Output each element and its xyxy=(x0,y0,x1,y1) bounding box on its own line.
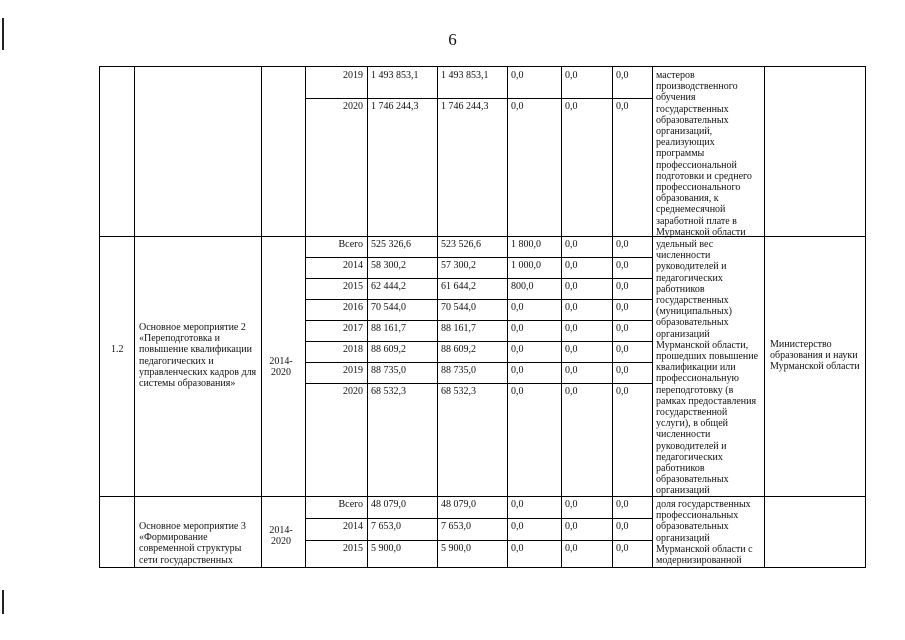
local-cell: 0,0 xyxy=(565,521,578,532)
federal-cell: 0,0 xyxy=(511,101,524,112)
row-divider xyxy=(305,362,652,363)
scan-margin-mark xyxy=(2,590,4,614)
local-cell: 0,0 xyxy=(565,365,578,376)
executor-text: Министерство образования и науки Мурманской области xyxy=(770,339,860,373)
regional-cell: 1 493 853,1 xyxy=(441,70,489,81)
row-divider xyxy=(305,98,652,99)
federal-cell: 0,0 xyxy=(511,365,524,376)
local-cell: 0,0 xyxy=(565,239,578,250)
local-cell: 0,0 xyxy=(565,323,578,334)
column-border xyxy=(261,67,262,567)
column-border xyxy=(99,67,100,567)
other-cell: 0,0 xyxy=(616,521,629,532)
regional-cell: 68 532,3 xyxy=(441,386,476,397)
total-cell: 1 493 853,1 xyxy=(371,70,419,81)
column-border xyxy=(865,67,866,567)
year-cell: 2020 xyxy=(343,101,363,112)
row-divider xyxy=(305,341,652,342)
total-cell: 70 544,0 xyxy=(371,302,406,313)
federal-cell: 0,0 xyxy=(511,499,524,510)
row-divider xyxy=(305,257,652,258)
total-cell: 5 900,0 xyxy=(371,543,401,554)
regional-cell: 5 900,0 xyxy=(441,543,471,554)
local-cell: 0,0 xyxy=(565,386,578,397)
row-divider xyxy=(305,540,652,541)
federal-cell: 0,0 xyxy=(511,323,524,334)
total-cell: 525 326,6 xyxy=(371,239,411,250)
item-number: 1.2 xyxy=(111,344,124,355)
year-cell: Всего xyxy=(338,499,363,510)
total-cell: 58 300,2 xyxy=(371,260,406,271)
row-divider xyxy=(305,278,652,279)
regional-cell: 88 735,0 xyxy=(441,365,476,376)
local-cell: 0,0 xyxy=(565,260,578,271)
total-cell: 88 735,0 xyxy=(371,365,406,376)
regional-cell: 523 526,6 xyxy=(441,239,481,250)
column-border xyxy=(134,67,135,567)
indicator-text: мастеров производственного обучения государственных образовательных организаций, реализующих программы профессиональной подготовки и среднего профессионального образования, к среднемесячной заработной плате в Мурманской области xyxy=(656,70,752,238)
local-cell: 0,0 xyxy=(565,101,578,112)
year-cell: 2017 xyxy=(343,323,363,334)
year-cell: 2014 xyxy=(343,521,363,532)
column-border xyxy=(305,67,306,567)
regional-cell: 70 544,0 xyxy=(441,302,476,313)
federal-cell: 1 800,0 xyxy=(511,239,541,250)
period-cell: 2014-2020 xyxy=(269,356,293,379)
federal-cell: 0,0 xyxy=(511,386,524,397)
column-border xyxy=(612,67,613,567)
other-cell: 0,0 xyxy=(616,302,629,313)
local-cell: 0,0 xyxy=(565,344,578,355)
federal-cell: 0,0 xyxy=(511,344,524,355)
activity-name: Основное мероприятие 3 «Формирование современной структуры сети государственных xyxy=(139,521,246,566)
year-cell: 2016 xyxy=(343,302,363,313)
column-border xyxy=(764,67,765,567)
local-cell: 0,0 xyxy=(565,499,578,510)
federal-cell: 0,0 xyxy=(511,70,524,81)
other-cell: 0,0 xyxy=(616,70,629,81)
regional-cell: 48 079,0 xyxy=(441,499,476,510)
column-border xyxy=(507,67,508,567)
program-table xyxy=(99,66,866,568)
year-cell: 2015 xyxy=(343,543,363,554)
local-cell: 0,0 xyxy=(565,70,578,81)
activity-name: Основное мероприятие 2 «Переподготовка и повышение квалификации педагогических и управленческих кадров для системы образования» xyxy=(139,322,257,390)
local-cell: 0,0 xyxy=(565,302,578,313)
total-cell: 88 161,7 xyxy=(371,323,406,334)
other-cell: 0,0 xyxy=(616,281,629,292)
row-divider xyxy=(305,518,652,519)
regional-cell: 61 644,2 xyxy=(441,281,476,292)
indicator-text: удельный вес численности руководителей и педагогических работников государственных (муниципальных) образовательных организаций Мурманской области, прошедших повышение квалификации или профессиональную переподготовку (в рамках предоставления государственной услуги), в общей численности руководителей и педагогических работников образовательных организаций xyxy=(656,239,759,497)
regional-cell: 88 161,7 xyxy=(441,323,476,334)
other-cell: 0,0 xyxy=(616,543,629,554)
row-divider xyxy=(305,299,652,300)
page-number: 6 xyxy=(448,30,457,49)
row-divider xyxy=(305,383,652,384)
other-cell: 0,0 xyxy=(616,365,629,376)
other-cell: 0,0 xyxy=(616,344,629,355)
period-cell: 2014-2020 xyxy=(269,525,293,548)
total-cell: 1 746 244,3 xyxy=(371,101,419,112)
regional-cell: 7 653,0 xyxy=(441,521,471,532)
column-border xyxy=(367,67,368,567)
year-cell: 2015 xyxy=(343,281,363,292)
local-cell: 0,0 xyxy=(565,281,578,292)
year-cell: 2014 xyxy=(343,260,363,271)
year-cell: 2018 xyxy=(343,344,363,355)
federal-cell: 0,0 xyxy=(511,302,524,313)
federal-cell: 1 000,0 xyxy=(511,260,541,271)
local-cell: 0,0 xyxy=(565,543,578,554)
other-cell: 0,0 xyxy=(616,499,629,510)
other-cell: 0,0 xyxy=(616,239,629,250)
total-cell: 7 653,0 xyxy=(371,521,401,532)
regional-cell: 57 300,2 xyxy=(441,260,476,271)
total-cell: 88 609,2 xyxy=(371,344,406,355)
other-cell: 0,0 xyxy=(616,323,629,334)
other-cell: 0,0 xyxy=(616,260,629,271)
year-cell: 2019 xyxy=(343,365,363,376)
federal-cell: 800,0 xyxy=(511,281,534,292)
federal-cell: 0,0 xyxy=(511,543,524,554)
other-cell: 0,0 xyxy=(616,386,629,397)
column-border xyxy=(437,67,438,567)
other-cell: 0,0 xyxy=(616,101,629,112)
year-cell: 2019 xyxy=(343,70,363,81)
year-cell: Всего xyxy=(338,239,363,250)
regional-cell: 1 746 244,3 xyxy=(441,101,489,112)
column-border xyxy=(561,67,562,567)
total-cell: 68 532,3 xyxy=(371,386,406,397)
federal-cell: 0,0 xyxy=(511,521,524,532)
regional-cell: 88 609,2 xyxy=(441,344,476,355)
indicator-text: доля государственных профессиональных образовательных организаций Мурманской области с модернизированной xyxy=(656,499,753,567)
total-cell: 48 079,0 xyxy=(371,499,406,510)
year-cell: 2020 xyxy=(343,386,363,397)
column-border xyxy=(652,67,653,567)
total-cell: 62 444,2 xyxy=(371,281,406,292)
row-divider xyxy=(305,320,652,321)
